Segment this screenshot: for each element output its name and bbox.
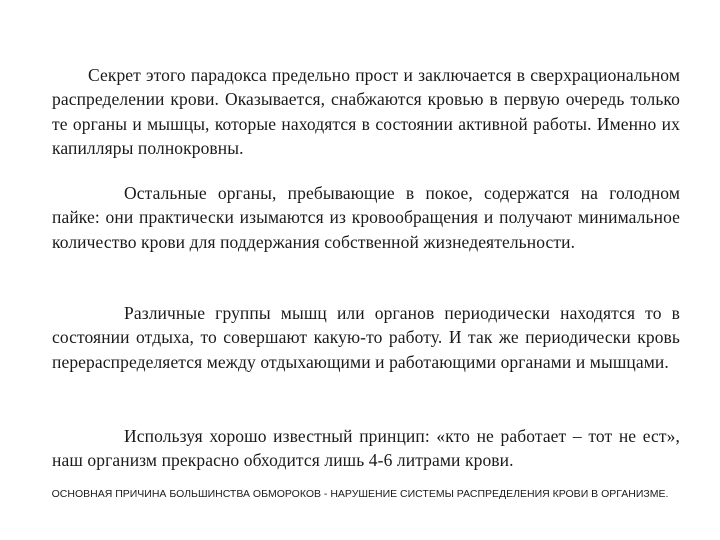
footer-conclusion: ОСНОВНАЯ ПРИЧИНА БОЛЬШИНСТВА ОБМОРОКОВ - НАРУШЕНИЕ СИСТЕМЫ РАСПРЕДЕЛЕНИЯ КРОВИ В ОРГАНИЗМЕ. — [51, 488, 669, 500]
paragraph-2: Остальные органы, пребывающие в покое, содержатся на голодном пайке: они практически изымаются из кровообращения и получают минимальное количество крови для поддержания собственной жизнедеятельности. — [52, 183, 680, 252]
paragraph-3: Различные группы мышц или органов периодически находятся то в состоянии отдыха, то совершают какую-то работу. И так же периодически кровь перераспределяется между отдыхающими и работающими органами и мышцами. — [52, 303, 680, 372]
paragraph-1: Секрет этого парадокса предельно прост и заключается в сверхрациональном распределении крови. Оказывается, снабжаются кровью в первую очередь только те органы и мышцы, которые находятся в состоянии активной работы. Именно их капилляры полнокровны. — [52, 65, 680, 158]
paragraph-4: Используя хорошо известный принцип: «кто не работает – тот не ест», наш организм прекрасно обходится лишь 4-6 литрами крови. — [52, 426, 680, 471]
